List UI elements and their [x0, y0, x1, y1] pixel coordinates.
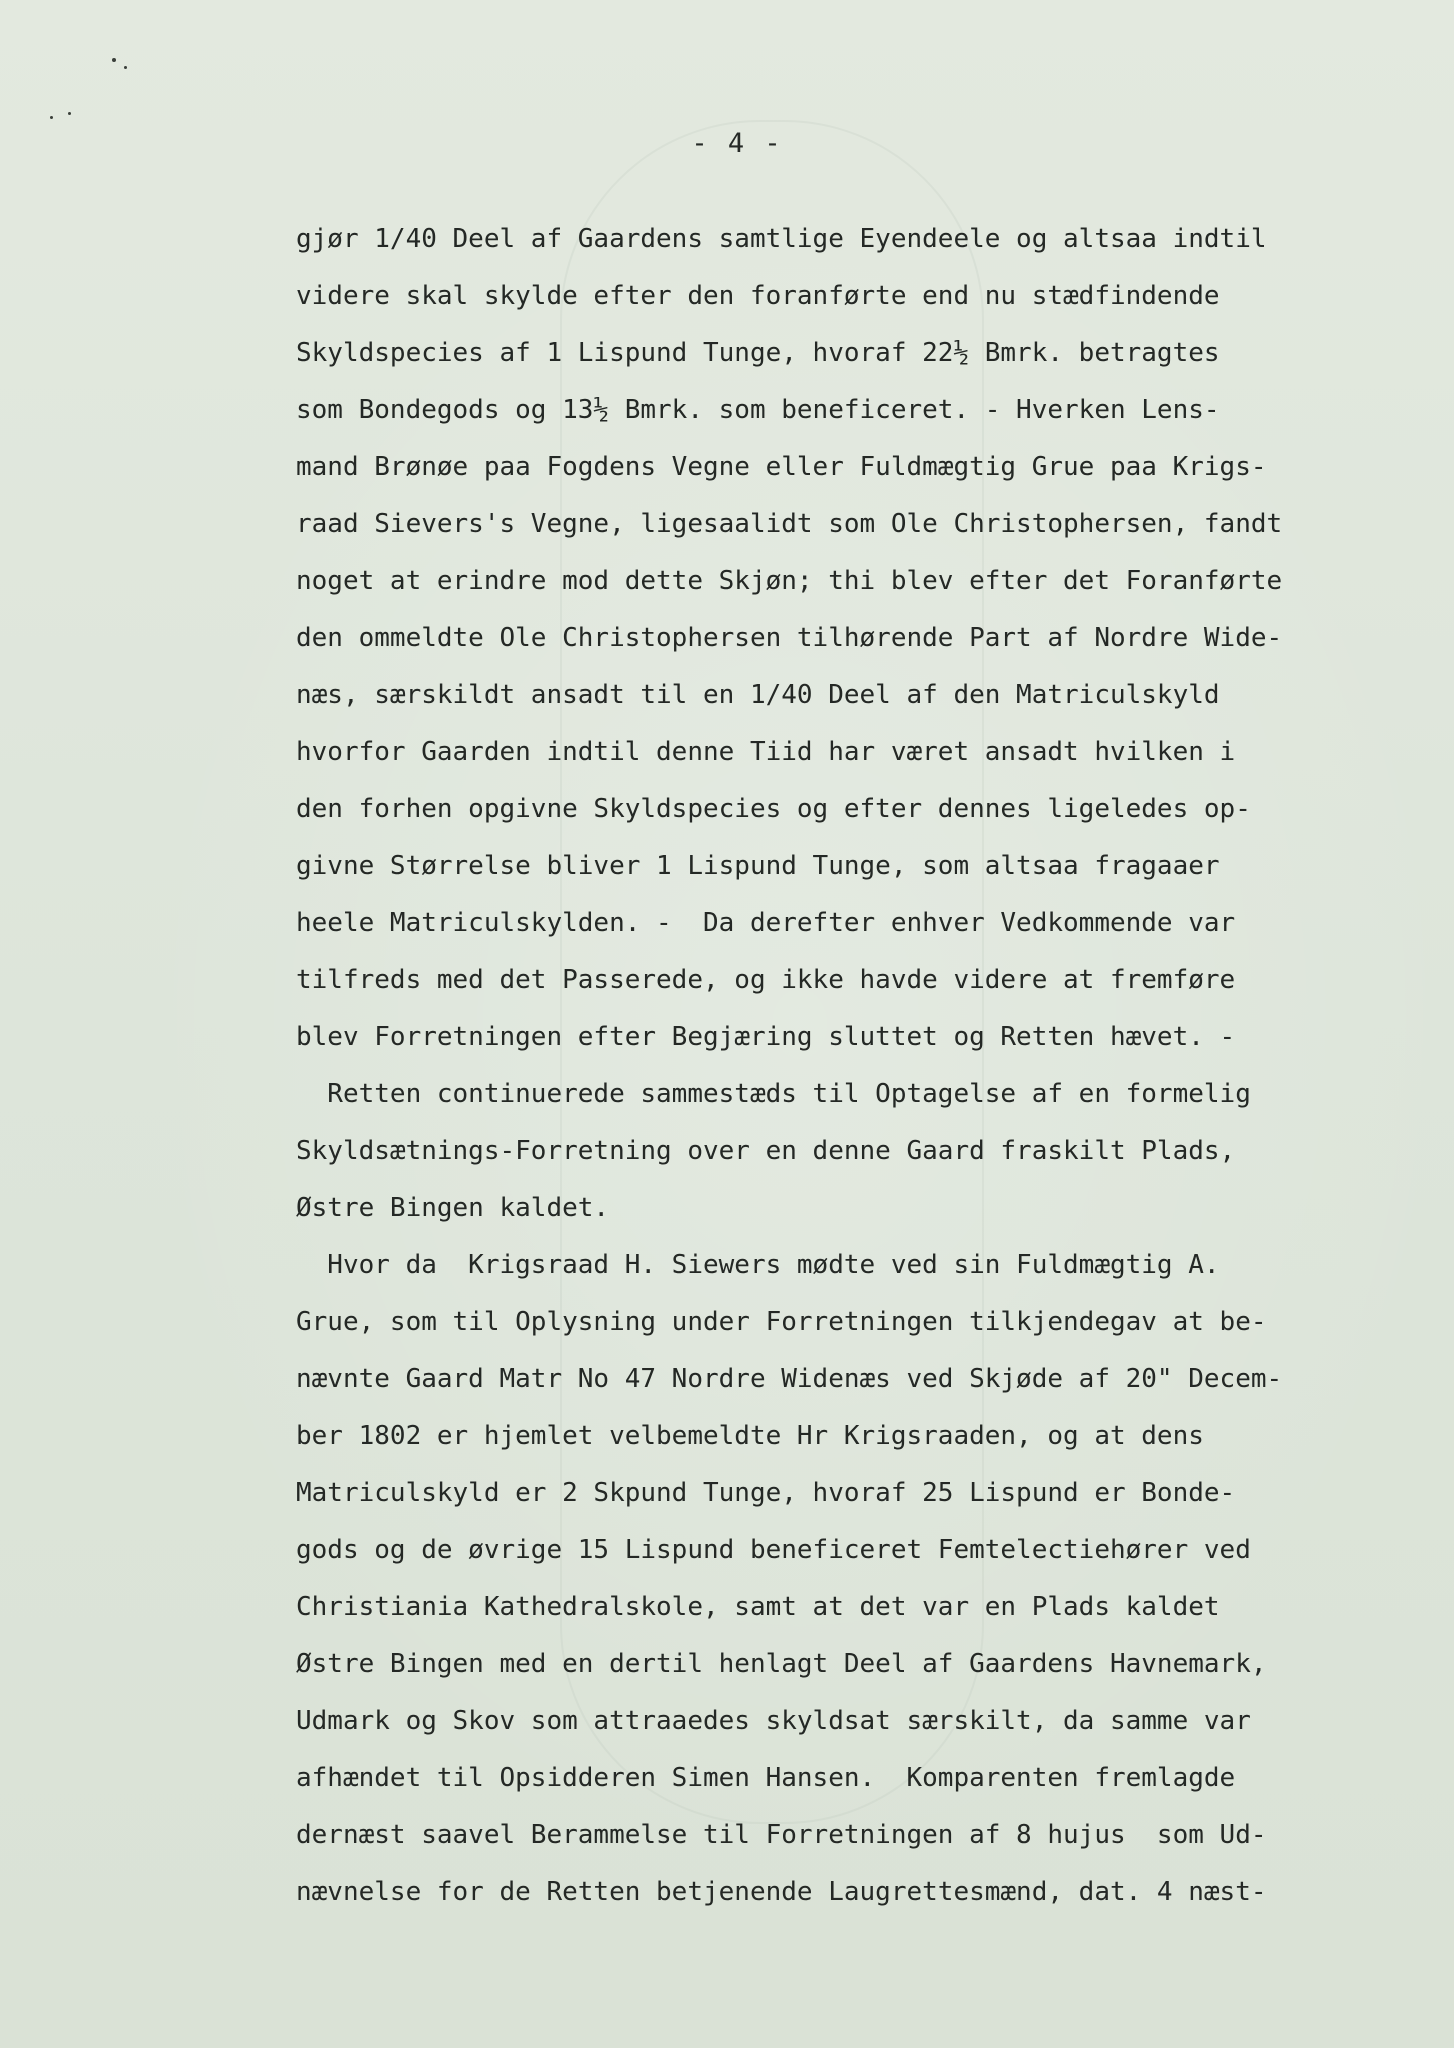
- text-line: gods og de øvrige 15 Lispund beneficeret Femtelectiehører ved: [296, 1535, 1251, 1565]
- text-line: raad Sievers's Vegne, ligesaalidt som Ole Christophersen, fandt: [296, 509, 1283, 539]
- text-line: Grue, som til Oplysning under Forretningen tilkjendegav at be-: [296, 1307, 1267, 1337]
- text-line: givne Størrelse bliver 1 Lispund Tunge, som altsaa fragaaer: [296, 851, 1220, 881]
- text-line: noget at erindre mod dette Skjøn; thi blev efter det Foranførte: [296, 566, 1283, 596]
- text-line: den forhen opgivne Skyldspecies og efter dennes ligeledes op-: [296, 794, 1251, 824]
- text-line: afhændet til Opsidderen Simen Hansen. Komparenten fremlagde: [296, 1763, 1236, 1793]
- text-line: Skyldspecies af 1 Lispund Tunge, hvoraf 22½ Bmrk. betragtes: [296, 338, 1220, 368]
- text-line: heele Matriculskylden. - Da derefter enhver Vedkommende var: [296, 908, 1236, 938]
- text-line: nævnte Gaard Matr No 47 Nordre Widenæs ved Skjøde af 20" Decem-: [296, 1364, 1283, 1394]
- body-text: [296, 211, 1421, 1921]
- text-line: den ommeldte Ole Christophersen tilhørende Part af Nordre Wide-: [296, 623, 1283, 653]
- scan-speck: [112, 58, 116, 62]
- text-line: Hvor da Krigsraad H. Siewers mødte ved sin Fuldmægtig A.: [296, 1250, 1220, 1280]
- scan-speck: [68, 112, 71, 115]
- text-line: gjør 1/40 Deel af Gaardens samtlige Eyendeele og altsaa indtil: [296, 224, 1267, 254]
- text-line: Udmark og Skov som attraaedes skyldsat særskilt, da samme var: [296, 1706, 1251, 1736]
- text-line: Skyldsætnings-Forretning over en denne Gaard fraskilt Plads,: [296, 1136, 1236, 1166]
- text-line: Retten continuerede sammestæds til Optagelse af en formelig: [296, 1079, 1251, 1109]
- text-line: Christiania Kathedralskole, samt at det var en Plads kaldet: [296, 1592, 1220, 1622]
- text-line: Østre Bingen med en dertil henlagt Deel af Gaardens Havnemark,: [296, 1649, 1267, 1679]
- text-line: Matriculskyld er 2 Skpund Tunge, hvoraf 25 Lispund er Bonde-: [296, 1478, 1236, 1508]
- scan-speck: [50, 116, 53, 119]
- text-line: hvorfor Gaarden indtil denne Tiid har været ansadt hvilken i: [296, 737, 1236, 767]
- text-line: tilfreds med det Passerede, og ikke havde videre at fremføre: [296, 965, 1236, 995]
- text-line: mand Brønøe paa Fogdens Vegne eller Fuldmægtig Grue paa Krigs-: [296, 452, 1267, 482]
- text-line: dernæst saavel Berammelse til Forretningen af 8 hujus som Ud-: [296, 1820, 1267, 1850]
- text-line: videre skal skylde efter den foranførte end nu stædfindende: [296, 281, 1220, 311]
- text-line: blev Forretningen efter Begjæring sluttet og Retten hævet. -: [296, 1022, 1236, 1052]
- text-line: ber 1802 er hjemlet velbemeldte Hr Krigsraaden, og at dens: [296, 1421, 1204, 1451]
- scan-speck: [124, 66, 127, 69]
- text-line: nævnelse for de Retten betjenende Laugrettesmænd, dat. 4 næst-: [296, 1877, 1267, 1907]
- page-number: - 4 -: [691, 128, 783, 159]
- text-line: som Bondegods og 13½ Bmrk. som beneficeret. - Hverken Lens-: [296, 395, 1220, 425]
- text-line: næs, særskildt ansadt til en 1/40 Deel af den Matriculskyld: [296, 680, 1220, 710]
- text-line: Østre Bingen kaldet.: [296, 1193, 610, 1223]
